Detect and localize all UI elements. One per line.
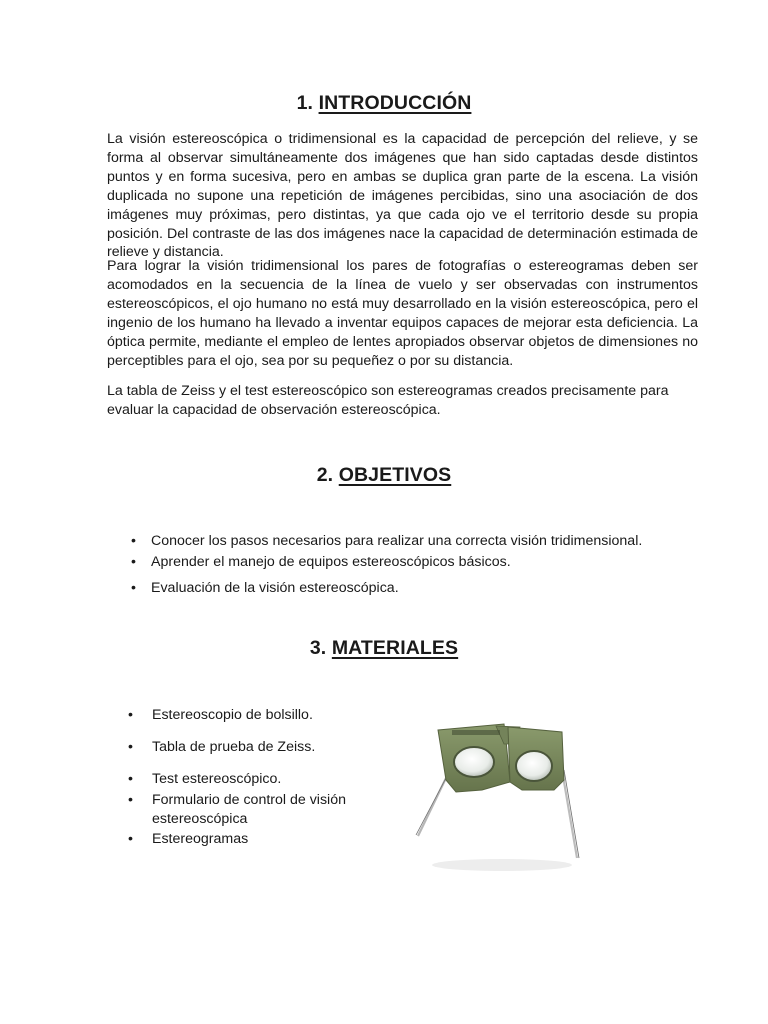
section-heading-objetivos <box>0 464 768 487</box>
intro-paragraph-2: Para lograr la visión tridimensional los pares de fotografías o estereogramas deben ser acomodados en la secuencia de la línea de vuelo y ser observadas con instrumentos estereoscópicos, el ojo humano no está muy desarrollado en la visión estereoscópica, pero el ingenio de los humano ha llevado a inventar equipos capaces de mejorar esta deficiencia. La óptica permite, mediante el empleo de lentes apropiados observar objetos de dimensiones no perceptibles para el ojo, sea por su pequeñez o por su distancia. <box>107 258 698 369</box>
objectives-list: • Conocer los pasos necesarios para realizar una correcta visión tridimensional. • Aprender el manejo de equipos estereoscópicos básicos. • Evaluación de la visión estereoscópica. <box>131 533 643 596</box>
pocket-stereoscope-image <box>412 700 587 882</box>
bullet-icon: • <box>128 792 133 808</box>
section-heading-introduccion <box>0 92 768 115</box>
section-heading-materiales <box>0 637 768 660</box>
section-title: MATERIALES <box>331 637 459 659</box>
section-number: 1. <box>296 92 314 114</box>
materials-list: • Estereoscopio de bolsillo. • Tabla de prueba de Zeiss. • Test estereoscópico. • Formulario de control de visión estereoscópica • Estereogramas <box>128 707 346 847</box>
bullet-icon: • <box>131 533 136 549</box>
right-leg <box>562 770 577 858</box>
bullet-icon: • <box>128 771 133 787</box>
bullet-icon: • <box>131 554 136 570</box>
bullet-icon: • <box>128 831 133 847</box>
intro-paragraph-1: La visión estereoscópica o tridimensional es la capacidad de percepción del relieve, y se forma al observar simultáneamente dos imágenes que han sido captadas desde distintos puntos y en forma sucesiva, pero en ambas se duplica gran parte de la escena. La visión duplicada no supone una repetición de imágenes percibidas, sino una asociación de dos imágenes muy próximas, pero distintas, ya que cada ojo ve el territorio desde su propia posición. Del contraste de las dos imágenes nace la capacidad de determinación estimada de relieve y distancia. <box>107 131 698 261</box>
section-number: 3. <box>309 637 327 659</box>
bullet-icon: • <box>128 707 133 723</box>
section-title: INTRODUCCIÓN <box>318 92 472 114</box>
intro-paragraph-3: La tabla de Zeiss y el test estereoscópico son estereogramas creados precisamente para evaluar la capacidad de observación estereoscópica. <box>107 383 669 418</box>
left-leg-edge <box>416 778 446 835</box>
right-lens <box>516 751 552 781</box>
bullet-icon: • <box>131 580 136 596</box>
shadow-shape <box>432 859 572 871</box>
right-leg-edge <box>564 770 579 858</box>
label-strip <box>452 730 500 735</box>
bullet-icon: • <box>128 739 133 755</box>
section-title: OBJETIVOS <box>338 464 452 486</box>
left-lens <box>454 747 494 777</box>
section-number: 2. <box>316 464 334 486</box>
